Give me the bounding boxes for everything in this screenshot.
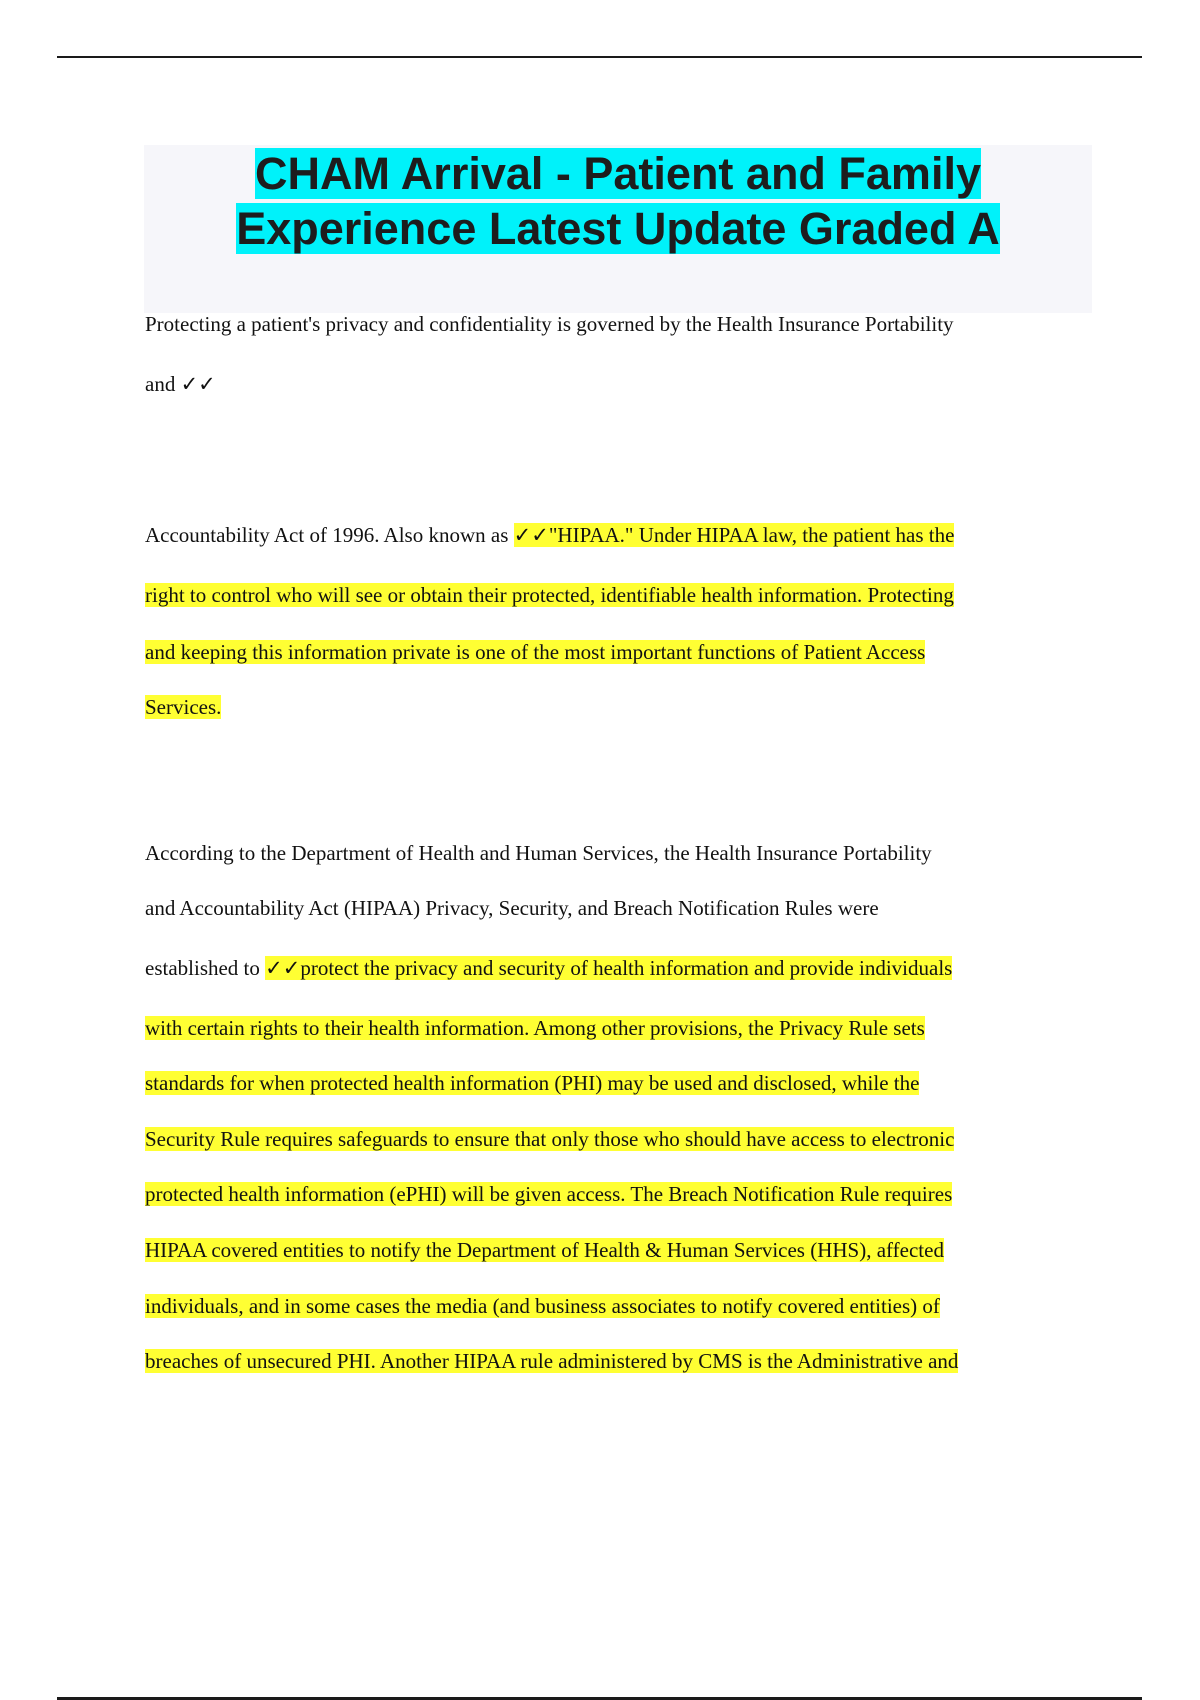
answer-2-highlight: standards for when protected health information (PHI) may be used and disclosed, while the: [145, 1071, 920, 1095]
title-line-1: CHAM Arrival - Patient and Family: [255, 148, 981, 199]
answer-2-highlight: individuals, and in some cases the media (and business associates to notify covered entities) of: [145, 1294, 940, 1318]
answer-2-line: [145, 1127, 954, 1152]
answer-2-line: [145, 1294, 940, 1319]
answer-1-lead-text: Accountability Act of 1996. Also known as: [145, 523, 514, 547]
checkmark-icon: ✓✓: [513, 523, 549, 547]
answer-2-highlight: breaches of unsecured PHI. Another HIPAA rule administered by CMS is the Administrative and: [145, 1349, 959, 1373]
answer-1-highlight: right to control who will see or obtain their protected, identifiable health information. Protecting: [145, 583, 954, 607]
question-2-line: [145, 956, 952, 981]
answer-2-line: [145, 1016, 925, 1041]
answer-2-highlight: with certain rights to their health information. Among other provisions, the Privacy Rule sets: [145, 1016, 925, 1040]
answer-1-highlight: and keeping this information private is one of the most important functions of Patient Access: [145, 640, 926, 664]
answer-1-highlight: Services.: [145, 695, 222, 719]
answer-1-line: [145, 583, 954, 608]
question-1-line: [145, 372, 216, 397]
answer-2-line: [145, 1071, 919, 1096]
question-1-text: and: [145, 372, 181, 396]
question-2-line: and Accountability Act (HIPAA) Privacy, Security, and Breach Notification Rules were: [145, 896, 879, 920]
answer-1-line: [145, 640, 925, 665]
checkmark-icon: ✓✓: [265, 956, 301, 980]
answer-1-line: [145, 523, 954, 548]
question-2-line: According to the Department of Health and Human Services, the Health Insurance Portability: [145, 841, 932, 865]
question-2-lead-text: established to: [145, 956, 266, 980]
answer-2-line: [145, 1349, 958, 1374]
answer-2-highlight: HIPAA covered entities to notify the Department of Health & Human Services (HHS), affected: [145, 1238, 944, 1262]
answer-2-line: [145, 1182, 952, 1207]
answer-2-line: [145, 1238, 944, 1263]
document-title: [144, 146, 1092, 256]
answer-2-highlight: protect the privacy and security of health information and provide individuals: [300, 956, 953, 980]
checkmark-icon: ✓✓: [180, 372, 216, 396]
answer-2-highlight: protected health information (ePHI) will be given access. The Breach Notification Rule requires: [145, 1182, 953, 1206]
answer-1-line: [145, 695, 221, 720]
title-line-2: Experience Latest Update Graded A: [236, 203, 1000, 254]
top-rule: [57, 56, 1142, 58]
answer-2-highlight: Security Rule requires safeguards to ensure that only those who should have access to electronic: [145, 1127, 955, 1151]
question-1-line: Protecting a patient's privacy and confidentiality is governed by the Health Insurance Portability: [145, 312, 954, 336]
answer-1-highlight: "HIPAA." Under HIPAA law, the patient has the: [548, 523, 955, 547]
